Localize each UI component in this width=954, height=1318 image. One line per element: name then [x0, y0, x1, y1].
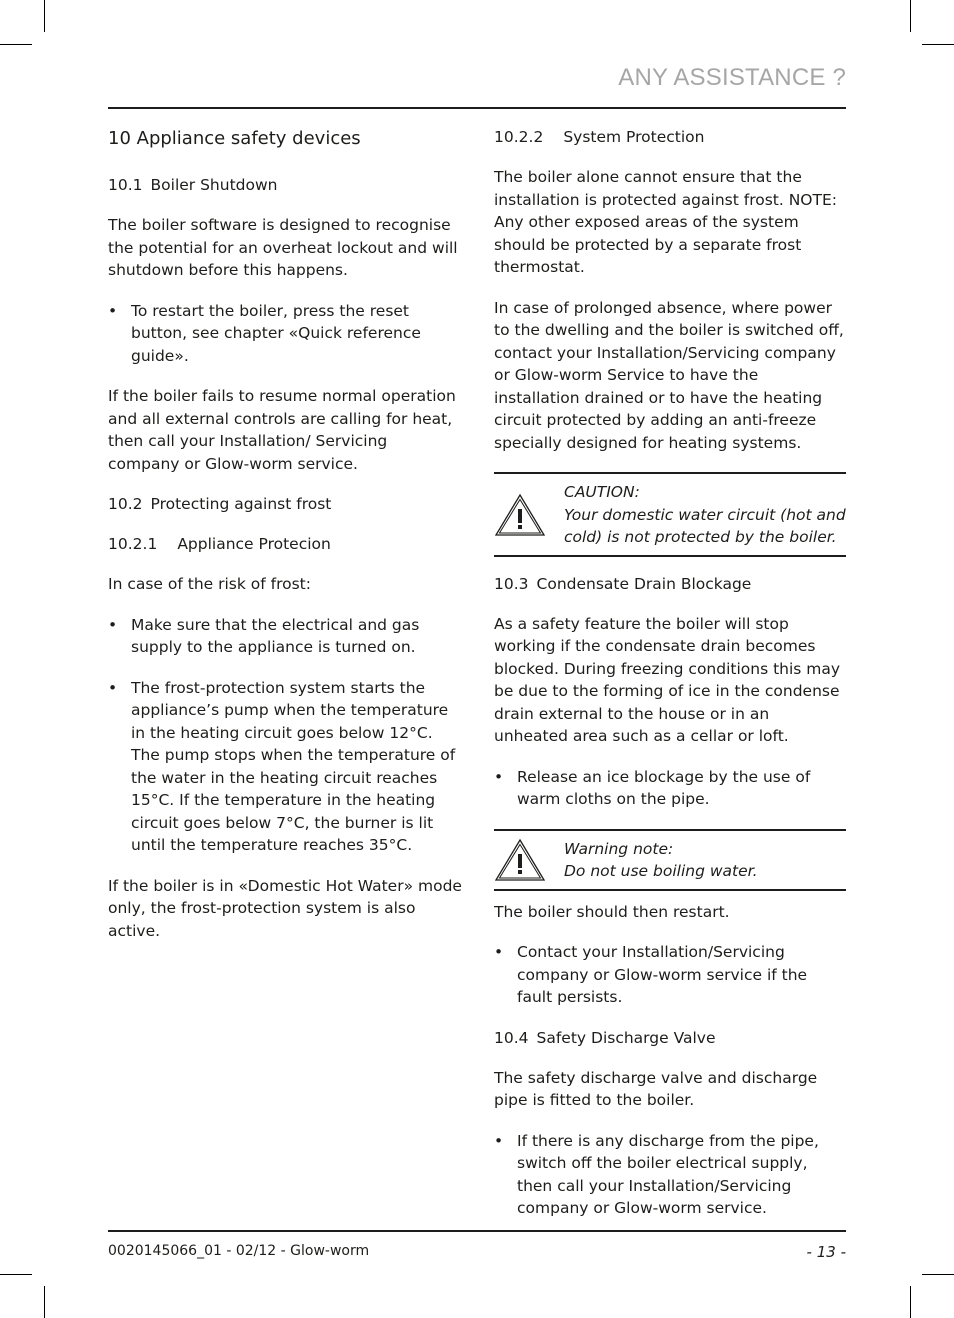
- section-number: 10.2: [108, 495, 143, 513]
- left-column: [108, 126, 463, 960]
- section-title: Boiler Shutdown: [150, 176, 278, 194]
- bullet-text: Contact your Installation/Servicing company or Glow-worm service if the fault persists.: [517, 943, 808, 1006]
- bullet-dot: •: [494, 943, 504, 961]
- bullet-dot: •: [494, 767, 504, 786]
- bullet-text: Release an ice blockage by the use of warm cloths on the pipe.: [517, 767, 811, 808]
- bullet-item: [494, 1130, 846, 1220]
- section-title: Protecting against frost: [150, 495, 332, 513]
- paragraph: If the boiler is in «Domestic Hot Water» mode only, the frost-protection system is also active.: [108, 876, 462, 940]
- bullet-dot: •: [108, 678, 118, 697]
- paragraph: In case of the risk of frost:: [108, 575, 311, 593]
- section-title: Safety Discharge Valve: [536, 1028, 716, 1047]
- crop-mark: [0, 1274, 32, 1275]
- crop-mark: [922, 1274, 954, 1275]
- warning-box: [494, 829, 846, 891]
- section-title: Appliance Protecion: [177, 535, 331, 553]
- paragraph: In case of prolonged absence, where power to the dwelling and the boiler is switched off, contact your Installation/Servicing company or Glow-worm Service to have the installation drained or to have the heating circuit protected by adding an anti-freeze specially designed for heating systems.: [494, 298, 844, 452]
- caution-text: Your domestic water circuit (hot and cold) is not protected by the boiler.: [564, 505, 846, 546]
- warning-title: Warning note:: [564, 839, 674, 858]
- right-column: [494, 126, 846, 1238]
- section-heading-10-1: [108, 174, 463, 196]
- caution-text-block: [564, 481, 846, 549]
- document-reference: 0020145066_01 - 02/12 - Glow-worm: [108, 1243, 370, 1259]
- chapter-title: 10 Appliance safety devices: [108, 128, 361, 149]
- section-number: 10.2.2: [494, 128, 544, 146]
- paragraph: The boiler alone cannot ensure that the installation is protected against frost. NOTE: Any other exposed areas of the system should be protected by a separate frost thermostat.: [494, 168, 837, 276]
- paragraph: The boiler should then restart.: [494, 902, 730, 921]
- crop-mark: [910, 0, 911, 32]
- header-rule: [108, 107, 846, 109]
- caution-title: CAUTION:: [564, 483, 640, 501]
- crop-mark: [910, 1286, 911, 1318]
- paragraph: If the boiler fails to resume normal operation and all external controls are calling for heat, then call your Installation/ Servicing company or Glow-worm service.: [108, 387, 456, 473]
- paragraph: As a safety feature the boiler will stop working if the condensate drain becomes blocked. During freezing conditions this may be due to the forming of ice in the condense drain external to the house or in an unheated area such as a cellar or loft.: [494, 614, 841, 745]
- caution-box: [494, 472, 846, 557]
- section-number: 10.3: [494, 574, 529, 593]
- section-number: 10.1: [108, 176, 143, 194]
- bullet-item: [494, 766, 846, 811]
- bullet-dot: •: [494, 1131, 504, 1150]
- bullet-dot: •: [108, 615, 118, 634]
- bullet-item: [108, 614, 463, 659]
- bullet-text: To restart the boiler, press the reset button, see chapter «Quick reference guide».: [131, 301, 421, 365]
- bullet-item: [494, 941, 846, 1009]
- paragraph: The safety discharge valve and discharge pipe is fitted to the boiler.: [494, 1068, 818, 1109]
- warning-triangle-icon: [494, 493, 564, 537]
- section-title: System Protection: [563, 128, 705, 146]
- bullet-text: Make sure that the electrical and gas supply to the appliance is turned on.: [131, 615, 420, 656]
- section-heading-10-2-2: [494, 126, 846, 148]
- crop-mark: [44, 1286, 45, 1318]
- section-title: Condensate Drain Blockage: [536, 574, 752, 593]
- section-number: 10.4: [494, 1028, 529, 1047]
- section-number: 10.2.1: [108, 535, 158, 553]
- crop-mark: [922, 44, 954, 45]
- bullet-item: [108, 677, 463, 857]
- paragraph: The boiler software is designed to recognise the potential for an overheat lockout and will shutdown before this happens.: [108, 216, 458, 279]
- section-heading-10-4: [494, 1027, 846, 1049]
- bullet-dot: •: [108, 301, 118, 320]
- section-heading-10-3: [494, 573, 846, 595]
- page-number: - 13 -: [806, 1243, 846, 1261]
- warning-triangle-icon: [494, 838, 564, 882]
- section-heading-10-2: [108, 493, 463, 515]
- bullet-text: If there is any discharge from the pipe, switch off the boiler electrical supply, then call your Installation/Servicing company or Glow-worm service.: [517, 1131, 819, 1217]
- bullet-item: [108, 300, 463, 368]
- footer-rule: [108, 1230, 846, 1232]
- section-heading-10-2-1: [108, 533, 463, 555]
- warning-text-block: [564, 838, 758, 883]
- crop-mark: [0, 44, 32, 45]
- crop-mark: [44, 0, 45, 32]
- bullet-text: The frost-protection system starts the appliance’s pump when the temperature in the heating circuit goes below 12°C. The pump stops when the temperature of the water in the heating circuit reaches 15°C. If the temperature in the heating circuit goes below 7°C, the burner is lit until the temperature reaches 35°C.: [131, 678, 456, 854]
- warning-text: Do not use boiling water.: [564, 862, 758, 880]
- header-title: ANY ASSISTANCE ?: [618, 64, 846, 91]
